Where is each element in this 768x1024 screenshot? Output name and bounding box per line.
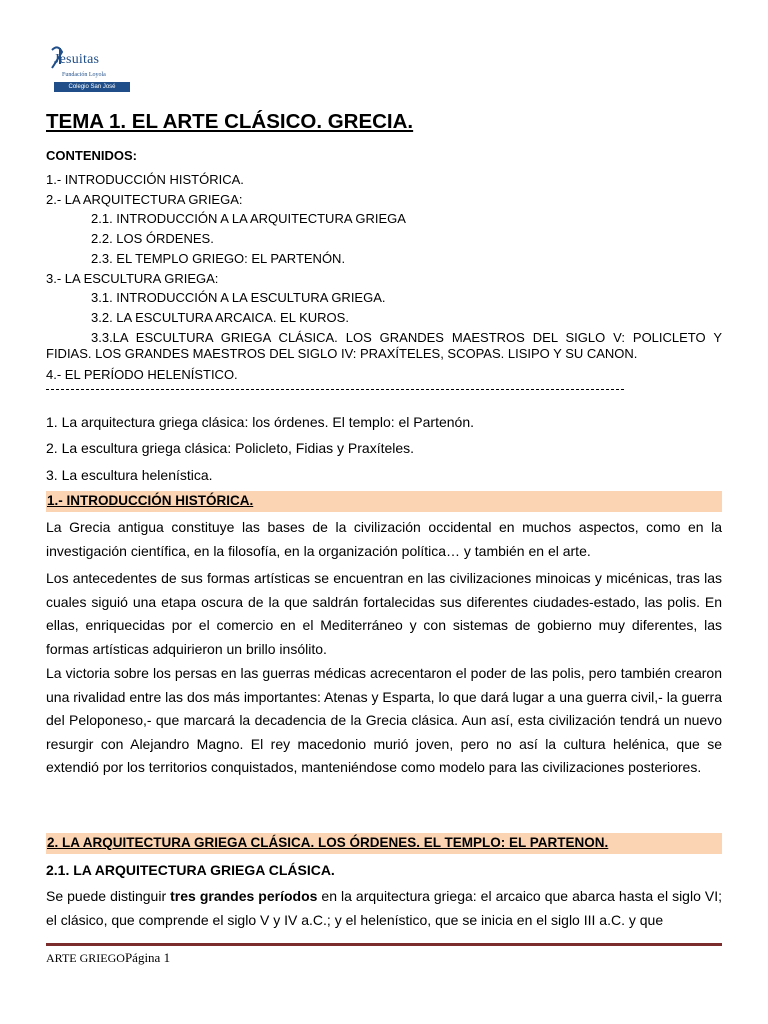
toc-subitem: 2.3. EL TEMPLO GRIEGO: EL PARTENÓN. [91, 251, 346, 266]
dashed-separator [46, 389, 624, 390]
toc-subitem-long: 3.3.LA ESCULTURA GRIEGA CLÁSICA. LOS GRANDES MAESTROS DEL SIGLO V: POLICLETO Y FIDIAS. LOS GRANDES MAESTROS DEL SIGLO IV: PRAXÍTELES, SCOPAS. LISIPO Y SU CANON. [46, 330, 722, 361]
page-footer [46, 950, 170, 966]
footer-rule [46, 943, 722, 946]
summary-item: 2. La escultura griega clásica: Policleto, Fidias y Praxíteles. [46, 440, 415, 456]
paragraph [46, 885, 722, 932]
summary-item: 3. La escultura helenística. [46, 467, 213, 483]
paragraph: Los antecedentes de sus formas artísticas se encuentran en las civilizaciones minoicas y micénicas, tras las cuales siguió una etapa oscura de la que saldrán fortalecidas sus diferentes ciudades-estado, las polis. En ellas, enriquecidas por el comercio en el Mediterráneo y con sistemas de gobierno muy diferentes, las formas artísticas adquirieron un brillo insólito. [46, 570, 722, 657]
paragraph: La victoria sobre los persas en las guerras médicas acrecentaron el poder de las polis, pero también crearon una rivalidad entre las dos más importantes: Atenas y Esparta, lo que dará lugar a una guerra civil,- la guerra del Peloponeso,- que marcará la decadencia de la Grecia clásica. Aun así, esta civilización tendrá un nuevo resurgir con Alejandro Magno. El rey macedonio murió joven, pero no así la cultura helénica, que se extendió por los territorios conquistados, manteniéndose como modelo para las civilizaciones posteriores. [46, 665, 722, 775]
section-heading: 2. LA ARQUITECTURA GRIEGA CLÁSICA. LOS ÓRDENES. EL TEMPLO: EL PARTENON. [47, 835, 609, 850]
paragraph: La Grecia antigua constituye las bases de la civilización occidental en muchos aspectos, como en la investigación científica, en la filosofía, en la organización política… y también en el arte. [46, 519, 722, 559]
paragraph-text: Se puede distinguir [46, 888, 171, 904]
page-number: Página 1 [124, 950, 171, 965]
logo-school-name: Colegio San José [54, 82, 130, 92]
section-heading-band [46, 833, 722, 854]
page-title: TEMA 1. EL ARTE CLÁSICO. GRECIA. [46, 110, 414, 133]
toc-subitem: 3.2. LA ESCULTURA ARCAICA. EL KUROS. [91, 310, 349, 325]
paragraph-bold-text: tres grandes períodos [170, 888, 318, 904]
toc-subitem: 2.2. LOS ÓRDENES. [91, 231, 214, 246]
logo-subtitle: Fundación Loyola [62, 72, 106, 78]
paragraph-text: en la arquitectura griega: el arcaico que abarca hasta el siglo VI; el clásico, que comprende el siglo V y IV a.C.; y el helenístico, que se inicia en el siglo III a.C. y que [46, 888, 722, 928]
toc-subitem: 2.1. INTRODUCCIÓN A LA ARQUITECTURA GRIEGA [91, 211, 406, 226]
section-heading-band [46, 491, 722, 512]
toc-item: 3.- LA ESCULTURA GRIEGA: [46, 271, 219, 286]
section-heading: 1.- INTRODUCCIÓN HISTÓRICA. [47, 493, 254, 508]
subsection-heading: 2.1. LA ARQUITECTURA GRIEGA CLÁSICA. [46, 862, 335, 878]
footer-title: ARTE GRIEGO [46, 951, 125, 965]
logo-wordmark: Jesuitas [54, 52, 100, 67]
summary-item: 1. La arquitectura griega clásica: los órdenes. El templo: el Partenón. [46, 414, 475, 430]
toc-subitem: 3.1. INTRODUCCIÓN A LA ESCULTURA GRIEGA. [91, 290, 386, 305]
school-logo [46, 42, 130, 94]
contents-heading: CONTENIDOS: [46, 148, 137, 163]
toc-item: 2.- LA ARQUITECTURA GRIEGA: [46, 192, 243, 207]
toc-item: 4.- EL PERÍODO HELENÍSTICO. [46, 367, 238, 382]
toc-item: 1.- INTRODUCCIÓN HISTÓRICA. [46, 172, 244, 187]
